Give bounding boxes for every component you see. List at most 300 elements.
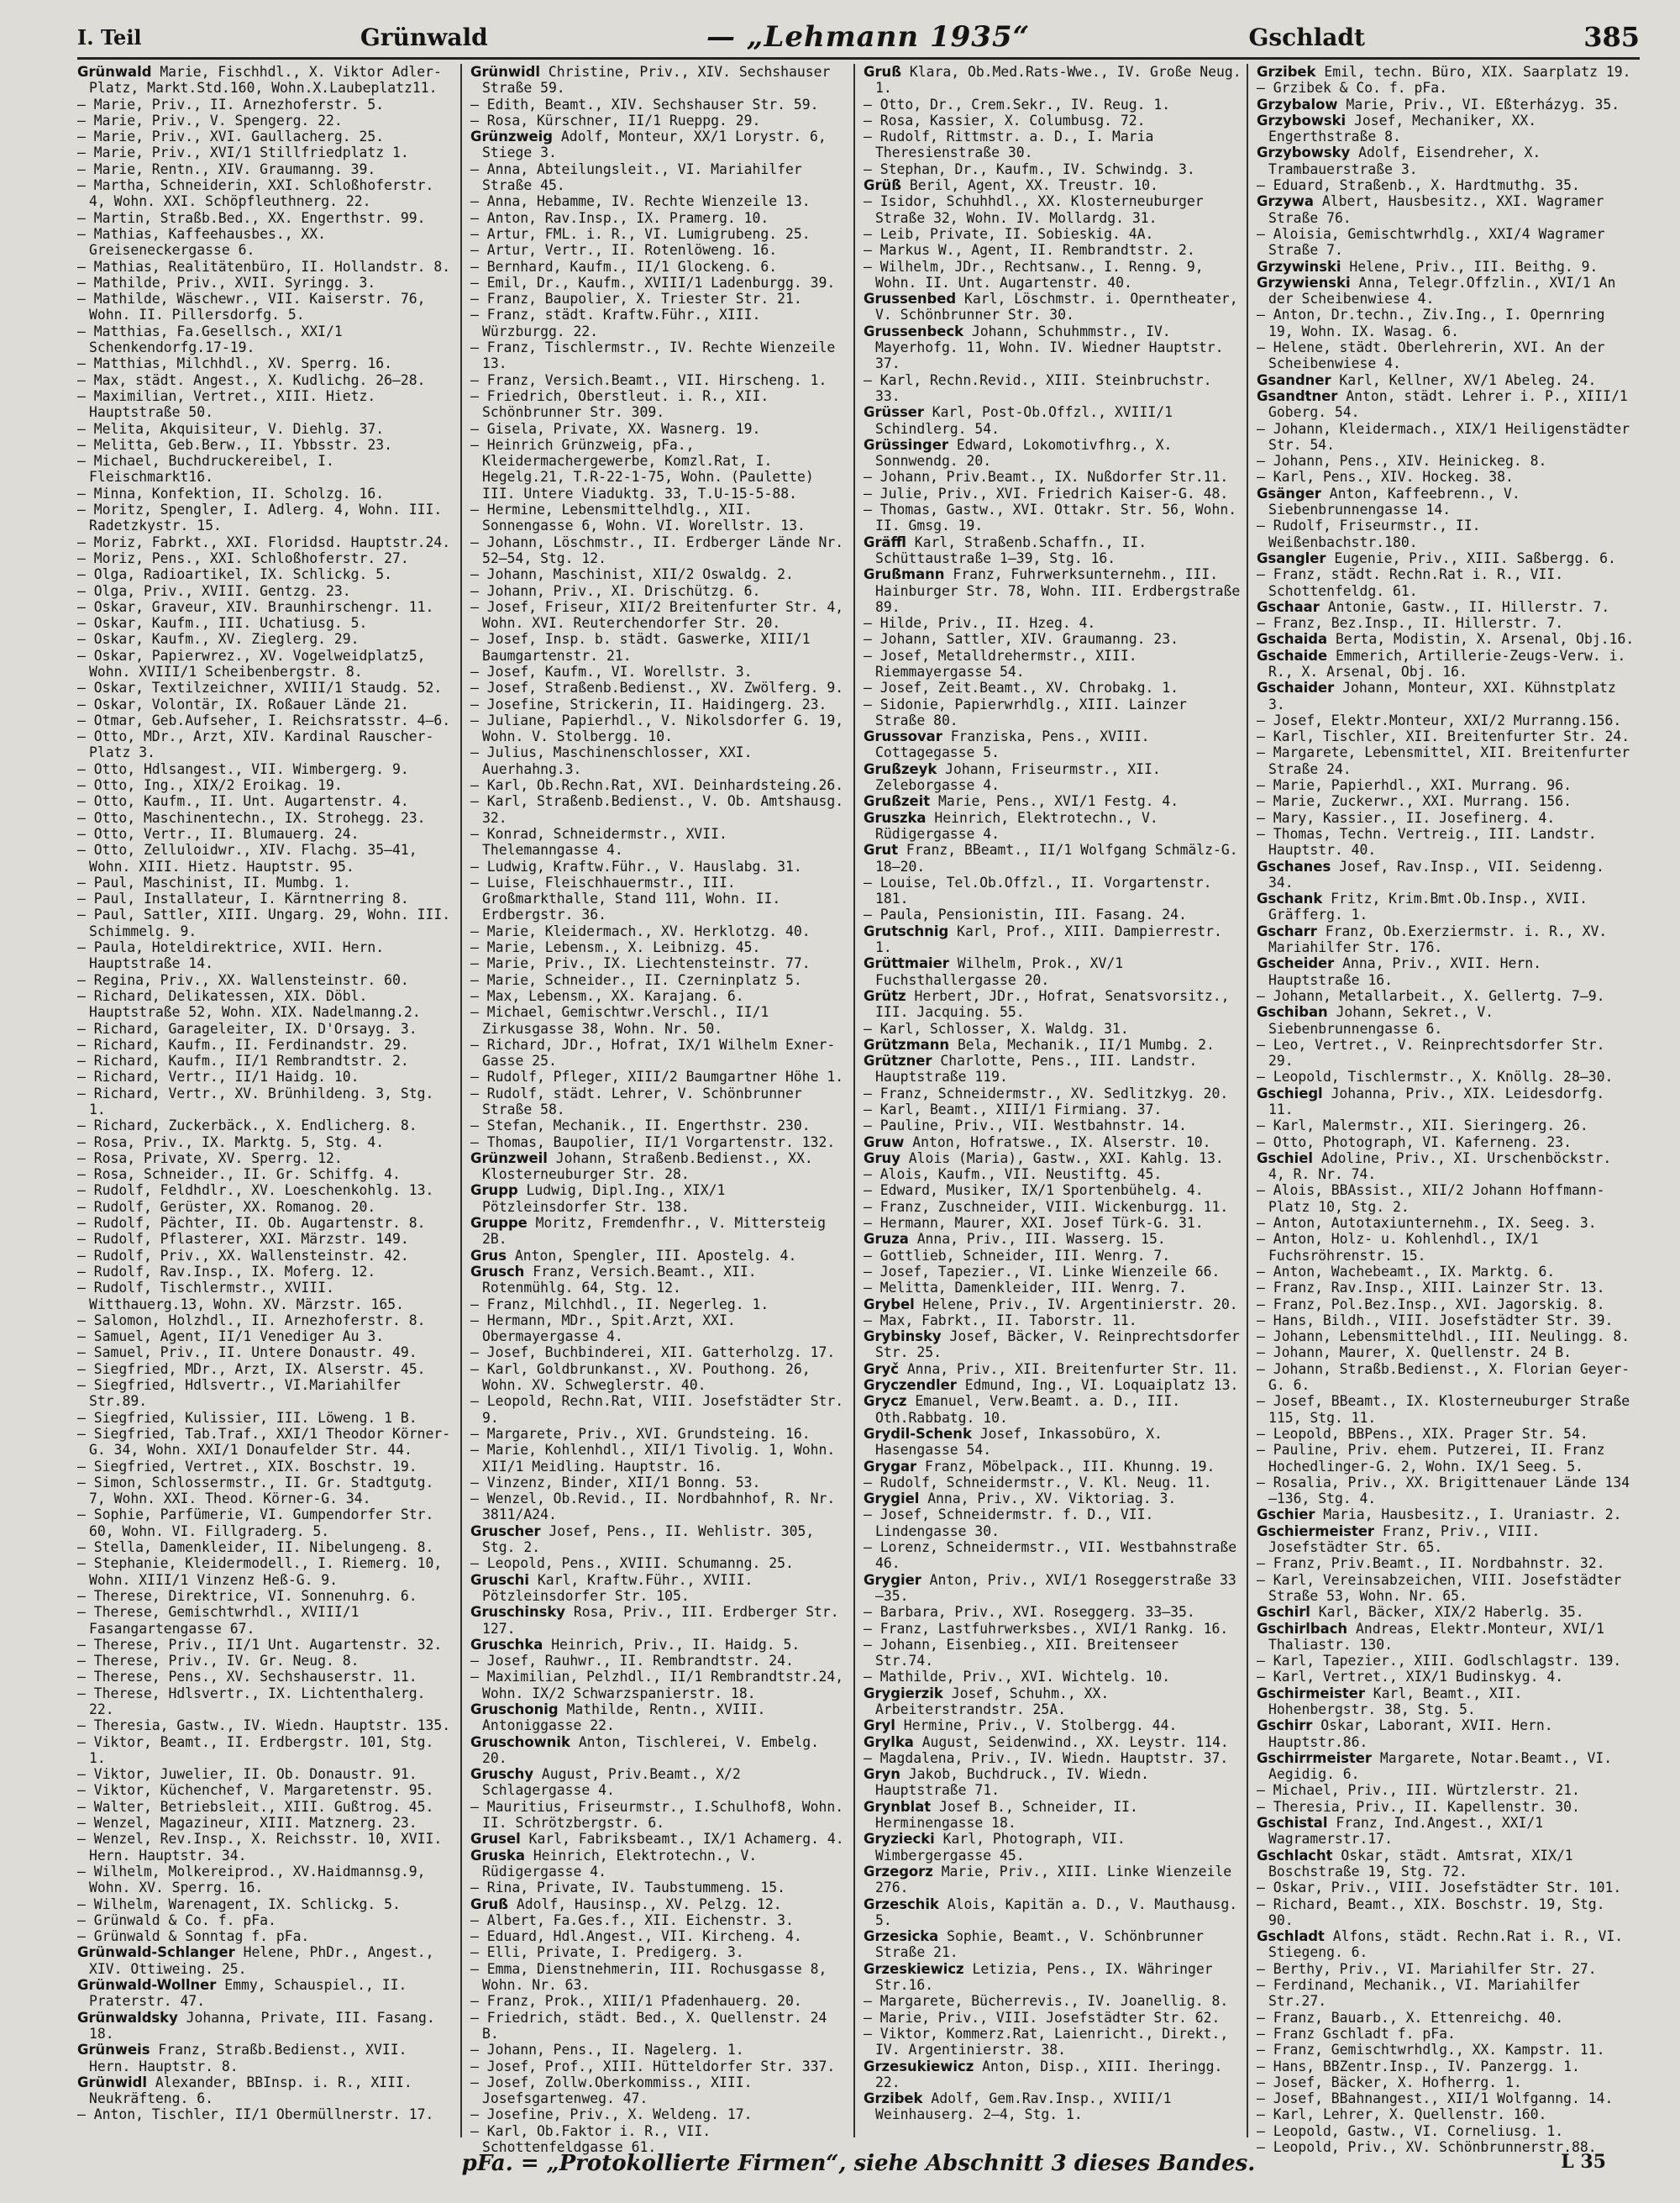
entry-text: Marie, Priv., VI. Eßterházyg. 35. (1346, 96, 1620, 113)
entry-surname: Gruw (864, 1133, 905, 1150)
entry-text: — Helene, städt. Oberlehrerin, XVI. An der Scheibenwiese 4. (1257, 339, 1605, 372)
directory-entry (864, 1928, 1242, 1961)
entry-text: — Walter, Betriebsleit., XIII. Gußtrog. 45. (77, 1798, 434, 1815)
directory-entry (1257, 2123, 1635, 2139)
entry-text: — Emil, Dr., Kaufm., XVIII/1 Ladenburgg. 39. (470, 274, 836, 291)
directory-entry (1257, 339, 1635, 372)
entry-text: — Therese, Gemischtwrhdl., XVIII/1 Fasangartengasse 67. (77, 1604, 360, 1637)
entry-text: — Julius, Maschinenschlosser, XXI. Auerhahng.3. (470, 744, 753, 777)
directory-entry (1257, 793, 1635, 809)
entry-text: Ludwig, Dipl.Ing., XIX/1 Pötzleinsdorfer Str. 138. (482, 1182, 726, 1215)
directory-entry (864, 534, 1242, 567)
entry-text: — Karl, Straßenb.Bedienst., V. Ob. Amtshausg. 32. (470, 793, 844, 826)
entry-text: — Edith, Beamt., XIV. Sechshauser Str. 59. (470, 96, 819, 113)
directory-entry (470, 1669, 848, 1701)
directory-entry (77, 388, 455, 421)
entry-text: — Franz, Tischlermstr., IV. Rechte Wienzeile 13. (470, 339, 836, 372)
directory-entry (1257, 859, 1635, 891)
directory-entry (1257, 744, 1635, 777)
entry-text: Anton, städt. Lehrer i. P., XIII/1 Goberg. 54. (1268, 387, 1628, 421)
entry-text: — Rosa, Priv., IX. Marktg. 5, Stg. 4. (77, 1133, 385, 1150)
entry-text: — Josefine, Priv., X. Weldeng. 17. (470, 2106, 753, 2123)
entry-text: — Therese, Direktrice, VI. Sonnenuhrg. 6. (77, 1587, 417, 1604)
entry-surname: Grut (864, 842, 899, 859)
directory-entry (1257, 955, 1635, 988)
entry-text: — Oskar, Priv., VIII. Josefstädter Str. 101. (1257, 1880, 1622, 1896)
directory-entry (77, 421, 455, 437)
directory-entry (1257, 1475, 1635, 1507)
entry-text: — Rosa, Private, XV. Sperrg. 12. (77, 1149, 343, 1166)
directory-entry (864, 1328, 1242, 1361)
entry-text: — Grünwald & Sonntag f. pFa. (77, 1928, 310, 1945)
directory-entry (77, 2106, 455, 2122)
directory-entry (470, 1604, 848, 1637)
directory-entry (470, 566, 848, 582)
entry-text: — Rudolf, Schneidermstr., V. Kl. Neug. 11. (864, 1474, 1212, 1491)
part-label: I. Teil (77, 24, 142, 50)
directory-entry (864, 1475, 1242, 1491)
directory-entry (864, 2090, 1242, 2123)
entry-text: — Rina, Private, IV. Taubstummeng. 15. (470, 1880, 785, 1896)
directory-entry (470, 1004, 848, 1037)
directory-entry (470, 2010, 848, 2043)
entry-text: — Josef, Prof., XIII. Hütteldorfer Str. 337. (470, 2058, 836, 2074)
entry-text: — Olga, Radioartikel, IX. Schlickg. 5. (77, 566, 392, 583)
entry-text: — Otto, MDr., Arzt, XIV. Kardinal Rauscher-Platz 3. (77, 728, 434, 761)
entry-text: — Richard, Vertr., XV. Brünhildeng. 3, Stg. 1. (77, 1085, 434, 1117)
directory-entry (77, 875, 455, 891)
directory-entry (77, 550, 455, 566)
directory-entry (77, 761, 455, 777)
directory-entry (77, 1344, 455, 1360)
directory-entry (77, 372, 455, 388)
entry-text: — Pauline, Priv. ehem. Putzerei, II. Franz Hochedlinger-G. 2, Wohn. IX/1 Seeg. 5. (1257, 1442, 1605, 1475)
entry-text: Marie, Priv., XIII. Linke Wienzeile 276. (875, 1863, 1232, 1896)
directory-entry (864, 648, 1242, 681)
entry-surname: Gsangler (1257, 549, 1326, 566)
directory-entry (1257, 1653, 1635, 1669)
directory-entry (1257, 1848, 1635, 1880)
column-4 (1257, 64, 1640, 2155)
entry-surname: Grzywa (1257, 193, 1314, 210)
directory-entry (77, 502, 455, 534)
directory-entry (1257, 1117, 1635, 1133)
entry-text: — Rudolf, Priv., XX. Wallensteinstr. 42. (77, 1247, 409, 1264)
entry-text: — Edward, Musiker, IX/1 Sportenbühelg. 4. (864, 1182, 1204, 1199)
entry-surname: Grzywinski (1257, 258, 1341, 275)
directory-entry (470, 210, 848, 226)
directory-entry (1257, 2106, 1635, 2122)
directory-entry (77, 1928, 455, 1944)
entry-text: — Leopold, Rechn.Rat, VIII. Josefstädter Str. 9. (470, 1393, 844, 1426)
entry-text: — Franz, Milchhdl., II. Negerleg. 1. (470, 1296, 769, 1312)
entry-text: Karl, Kellner, XV/1 Abeleg. 24. (1339, 371, 1597, 388)
entry-text: Josef, Bäcker, V. Reinprechtsdorfer Str. 25. (875, 1328, 1240, 1361)
directory-entry (77, 988, 455, 1021)
directory-entry (864, 1086, 1242, 1102)
entry-surname: Gruschi (470, 1571, 529, 1588)
entry-surname: Grylka (864, 1733, 914, 1750)
entry-text: — Josef, Zollw.Oberkommiss., XIII. Josefsgartenweg. 47. (470, 2074, 753, 2107)
entry-text: Johann, Schuhmmstr., IV. Mayerhofg. 11, Wohn. IV. Wiedner Hauptstr. 37. (875, 323, 1224, 372)
entry-text: — Rosa, Schneider., II. Gr. Schiffg. 4. (77, 1166, 401, 1183)
directory-entry (864, 1572, 1242, 1605)
entry-text: — Josef, Friseur, XII/2 Breitenfurter Str. 4, Wohn. XVI. Reuterchendorfer Str. 20. (470, 598, 844, 632)
entry-text: — Siegfried, Hdlsvertr., VI.Mariahilfer Str.89. (77, 1377, 401, 1410)
entry-text: — Franz, Priv.Beamt., II. Nordbahnstr. 32. (1257, 1555, 1605, 1572)
entry-text: — Hermine, Lebensmittelhdlg., XII. Sonnengasse 6, Wohn. VI. Worellstr. 13. (470, 502, 806, 534)
directory-entry (1257, 1134, 1635, 1150)
entry-text: — Oskar, Volontär, IX. Roßauer Lände 21. (77, 696, 409, 712)
entry-text: — Josef, Bäcker, X. Hofherrg. 1. (1257, 2074, 1522, 2090)
entry-surname: Grzibek (864, 2090, 923, 2107)
entry-text: — Aloisia, Gemischtwrhdlg., XXI/4 Wagramer Straße 7. (1257, 225, 1605, 259)
directory-entry (864, 697, 1242, 729)
directory-entry (77, 1280, 455, 1312)
entry-text: — Franz, Versich.Beamt., VII. Hirscheng. 1. (470, 371, 827, 388)
directory-entry (1257, 923, 1635, 956)
entry-text: — Hermann, MDr., Spit.Arzt, XXI. Obermayergasse 4. (470, 1312, 736, 1345)
directory-entry (1257, 486, 1635, 518)
entry-text: — Grünwald & Co. f. pFa. (77, 1911, 276, 1928)
entry-text: — Josef, Kaufm., VI. Worellstr. 3. (470, 663, 753, 680)
directory-entry (864, 291, 1242, 323)
entry-surname: Gruscher (470, 1522, 541, 1539)
entry-surname: Gschaide (1257, 647, 1328, 664)
directory-entry (470, 226, 848, 242)
entry-text: — Maximilian, Pelzhdl., II/1 Rembrandtstr.24, Wohn. IX/2 Schwarzspanierstr. 18. (470, 1669, 844, 1701)
directory-entry (1257, 388, 1635, 421)
entry-text: Karl, Löschmstr. i. Operntheater, V. Schönbrunner Str. 30. (875, 291, 1238, 323)
directory-entry (470, 1182, 848, 1215)
header-rule (77, 57, 1640, 60)
page-number: 385 (1583, 21, 1640, 53)
entry-text: — Karl, Tapezier., XIII. Godlschlagstr. 139. (1257, 1653, 1622, 1669)
directory-entry (470, 2106, 848, 2122)
entry-surname: Grzesukiewicz (864, 2058, 974, 2074)
entry-text: Marie, Fischhdl., X. Viktor Adler-Platz, Markt.Std.160, Wohn.X.Laubeplatz11. (89, 64, 442, 97)
entry-text: Karl, Bäcker, XIX/2 Haberlg. 35. (1318, 1604, 1584, 1621)
directory-entry (864, 1491, 1242, 1506)
directory-entry (864, 1150, 1242, 1166)
entry-text: Anton, Priv., XVI/1 Roseggerstraße 33—35. (875, 1571, 1236, 1604)
entry-text: Johanna, Private, III. Fasang. 18. (89, 2009, 435, 2042)
directory-entry (470, 1344, 848, 1360)
entry-text: — Marie, Kohlenhdl., XII/1 Tivolig. 1, Wohn. XII/1 Meidling. Hauptstr. 16. (470, 1442, 836, 1475)
directory-entry (470, 339, 848, 372)
entry-text: August, Priv.Beamt., X/2 Schlagergasse 4. (482, 1766, 741, 1799)
directory-entry (864, 1459, 1242, 1475)
entry-text: Helene, PhDr., Angest., XIV. Ottiweing. 25. (89, 1944, 434, 1977)
entry-text: — Johann, Sattler, XIV. Graumanng. 23. (864, 631, 1179, 648)
entry-surname: Gryč (864, 1360, 899, 1377)
entry-text: — Martha, Schneiderin, XXI. Schloßhoferstr. 4, Wohn. XXI. Schöpfleuthnerg. 22. (77, 177, 434, 210)
entry-text: — Karl, Tischler, XII. Breitenfurter Str. 24. (1257, 728, 1630, 745)
directory-entry (470, 1037, 848, 1070)
directory-entry (77, 97, 455, 113)
entry-surname: Grusch (470, 1263, 525, 1280)
directory-entry (864, 242, 1242, 258)
entry-text: — Oskar, Kaufm., XV. Zieglerg. 29. (77, 631, 360, 648)
entry-surname: Grus (470, 1247, 507, 1264)
entry-text: — Mary, Kassier., II. Josefinerg. 4. (1257, 809, 1556, 826)
directory-entry (77, 1896, 455, 1912)
directory-entry (470, 826, 848, 859)
directory-entry (470, 1831, 848, 1847)
directory-entry (470, 242, 848, 258)
directory-entry (1257, 1799, 1635, 1815)
directory-entry (77, 1312, 455, 1328)
directory-entry (470, 1896, 848, 1912)
entry-text: — Moriz, Fabrkt., XXI. Floridsd. Hauptstr.24. (77, 534, 451, 550)
entry-text: — Karl, Beamt., XIII/1 Firmiang. 37. (864, 1102, 1163, 1117)
entry-text: — Richard, Delikatessen, XIX. Döbl. Hauptstraße 52, Wohn. XIX. Nadelmanng.2. (77, 987, 421, 1021)
directory-entry (864, 1037, 1242, 1053)
directory-entry (470, 1848, 848, 1880)
directory-entry (864, 923, 1242, 956)
entry-text: — Josef, Tapezier., VI. Linke Wienzeile 66. (864, 1263, 1221, 1280)
entry-text: Franz, Priv., VIII. Josefstädter Str. 65. (1268, 1522, 1541, 1556)
entry-text: — Thomas, Gastw., XVI. Ottakr. Str. 56, Wohn. II. Gmsg. 19. (864, 502, 1237, 534)
directory-entry (864, 1621, 1242, 1637)
entry-text: — Gottlieb, Schneider, III. Wenrg. 7. (864, 1247, 1171, 1264)
directory-entry (864, 129, 1242, 161)
entry-text: — Anton, Tischler, II/1 Obermüllnerstr. 17. (77, 2106, 434, 2123)
entry-text: — Richard, Zuckerbäck., X. Endlicherg. 8. (77, 1117, 417, 1134)
entry-text: — Siegfried, MDr., Arzt, IX. Alserstr. 45. (77, 1360, 426, 1377)
directory-entry (77, 1506, 455, 1539)
directory-entry (1257, 1750, 1635, 1783)
entry-surname: Grussenbeck (864, 323, 963, 339)
directory-entry (1257, 810, 1635, 826)
entry-text: — Berthy, Priv., VI. Mariahilfer Str. 27. (1257, 1960, 1597, 1977)
entry-text: — Josef, Elektr.Monteur, XXI/2 Murranng.156. (1257, 712, 1622, 728)
directory-entry (1257, 2042, 1635, 2058)
entry-text: — Richard, Kaufm., II. Ferdinandstr. 29. (77, 1036, 409, 1053)
entry-text: — Johann, Priv.Beamt., IX. Nußdorfer Str.11. (864, 469, 1229, 486)
entry-text: — Hans, Bildh., VIII. Josefstädter Str. 39. (1257, 1312, 1614, 1328)
entry-text: Adoline, Priv., XI. Urschenböckstr. 4, R. Nr. 74. (1268, 1149, 1612, 1183)
directory-entry (1257, 80, 1635, 96)
entry-text: — Leopold, Gastw., VI. Corneliusg. 1. (1257, 2122, 1564, 2139)
directory-entry (1257, 566, 1635, 599)
entry-text: — Grzibek & Co. f. pFa. (1257, 80, 1447, 97)
directory-entry (470, 1150, 848, 1183)
entry-text: — Marie, Priv., IX. Liechtensteinstr. 77. (470, 955, 811, 972)
directory-entry (470, 1912, 848, 1928)
directory-entry (1257, 1977, 1635, 2010)
directory-entry (77, 1361, 455, 1377)
entry-text: Johann, Sekret., V. Siebenbrunnengasse 6. (1268, 1004, 1494, 1037)
directory-entry (1257, 275, 1635, 308)
directory-entry (470, 2042, 848, 2058)
directory-entry (864, 955, 1242, 988)
entry-text: — Marie, Papierhdl., XXI. Murrang. 96. (1257, 777, 1572, 794)
directory-entry (1257, 1215, 1635, 1231)
directory-entry (864, 177, 1242, 193)
directory-entry (77, 1182, 455, 1198)
directory-entry (77, 1653, 455, 1669)
entry-text: — Barbara, Priv., XVI. Roseggerg. 33—35. (864, 1604, 1195, 1621)
entry-text: — Franz, Lastfuhrwerksbes., XVI/1 Rankg. 16. (864, 1620, 1229, 1637)
entry-text: — Karl, Vereinsabzeichen, VIII. Josefstädter Straße 53, Wohn. Nr. 65. (1257, 1571, 1622, 1604)
directory-entry (77, 697, 455, 712)
column-1 (77, 64, 462, 2137)
entry-surname: Grünzweil (470, 1149, 548, 1166)
directory-entry (470, 1637, 848, 1653)
directory-entry (470, 1880, 848, 1895)
directory-entry (864, 1393, 1242, 1426)
entry-text: Josef, Mechaniker, XX. Engerthstraße 8. (1268, 112, 1537, 145)
entry-surname: Gschiegl (1257, 1085, 1323, 1102)
entry-text: Franziska, Pens., XVIII. Cottagegasse 5. (875, 728, 1150, 761)
directory-entry (470, 1523, 848, 1556)
entry-text: Franz, Möbelpack., III. Khunng. 19. (924, 1458, 1215, 1475)
entry-text: — Rosalia, Priv., XX. Brigittenauer Lände 134—136, Stg. 4. (1257, 1474, 1630, 1507)
entry-text: — Artur, FML. i. R., VI. Lumigrubeng. 25. (470, 225, 811, 242)
entry-text: — Rudolf, Rittmstr. a. D., I. Maria Theresienstraße 30. (864, 129, 1154, 161)
directory-entry (1257, 1621, 1635, 1654)
footer-code: L 35 (1561, 2151, 1606, 2173)
entry-text: Anton, Disp., XIII. Iheringg. 22. (875, 2058, 1223, 2090)
entry-text: — Margarete, Priv., XVI. Grundsteing. 16. (470, 1425, 811, 1442)
directory-entry (470, 372, 848, 388)
entry-text: — Therese, Priv., II/1 Unt. Augartenstr. 32. (77, 1636, 443, 1653)
directory-entry (77, 355, 455, 371)
entry-text: Franz, Fuhrwerksunternehm., III. Hainburger Str. 78, Wohn. III. Erdbergstraße 89. (875, 566, 1241, 615)
entry-text: — Moritz, Spengler, I. Adlerg. 4, Wohn. III. Radetzkystr. 15. (77, 502, 443, 534)
entry-text: Anna, Priv., XII. Breitenfurter Str. 11. (906, 1360, 1239, 1377)
entry-text: — Johann, Metallarbeit., X. Gellertg. 7—9. (1257, 987, 1605, 1004)
entry-text: — Paul, Installateur, I. Kärntnerring 8. (77, 891, 409, 907)
directory-entry (864, 486, 1242, 502)
entry-text: Karl, Prof., XIII. Dampierrestr. 1. (875, 923, 1222, 956)
directory-entry (864, 1669, 1242, 1685)
entry-surname: Grybel (864, 1296, 915, 1312)
entry-text: — Lorenz, Schneidermstr., VII. Westbahnstraße 46. (864, 1539, 1237, 1572)
directory-entry (77, 1215, 455, 1231)
directory-entry (470, 744, 848, 777)
directory-entry (1257, 891, 1635, 923)
directory-entry (864, 469, 1242, 485)
entry-text: — Stella, Damenkleider, II. Nibelungeng. 8. (77, 1539, 434, 1556)
directory-entry (77, 1815, 455, 1831)
directory-entry (1257, 1086, 1635, 1118)
entry-text: — Leopold, Priv., XV. Schönbrunnerstr.88. (1257, 2139, 1597, 2155)
entry-text: — Josef, Rauhwr., II. Rembrandtstr. 24. (470, 1653, 794, 1669)
directory-entry (864, 1021, 1242, 1037)
entry-text: Eugenie, Priv., XIII. Saßbergg. 6. (1334, 549, 1616, 566)
directory-entry (77, 1069, 455, 1085)
directory-entry (77, 1831, 455, 1864)
directory-entry (77, 1264, 455, 1280)
entry-text: — Mathilde, Priv., XVI. Wichtelg. 10. (864, 1669, 1171, 1685)
directory-entry (864, 1961, 1242, 1994)
entry-text: Edmund, Ing., VI. Loquaiplatz 13. (964, 1377, 1239, 1394)
directory-entry (1257, 2010, 1635, 2026)
entry-surname: Gruschy (470, 1766, 534, 1783)
entry-text: Anton, Hofratswe., IX. Alserstr. 10. (912, 1133, 1211, 1150)
directory-entry (470, 859, 848, 875)
entry-text: — Paula, Pensionistin, III. Fasang. 24. (864, 907, 1187, 923)
directory-entry (864, 1361, 1242, 1377)
directory-entry (1257, 1361, 1635, 1394)
entry-text: — Olga, Priv., XVIII. Gentzg. 23. (77, 582, 351, 599)
directory-entry (470, 97, 848, 113)
entry-text: — Franz Gschladt f. pFa. (1257, 2025, 1456, 2042)
directory-entry (470, 988, 848, 1004)
entry-text: — Alois, BBAssist., XII/2 Johann Hoffmann-Platz 10, Stg. 2. (1257, 1182, 1605, 1215)
directory-entry (77, 1604, 455, 1637)
entry-text: August, Seidenwind., XX. Leystr. 114. (921, 1733, 1229, 1750)
entry-text: — Josef, Zeit.Beamt., XV. Chrobakg. 1. (864, 680, 1179, 697)
directory-entry (470, 129, 848, 161)
directory-entry (1257, 226, 1635, 259)
directory-entry (77, 1377, 455, 1410)
entry-text: Johann, Monteur, XXI. Kühnstplatz 3. (1268, 680, 1616, 712)
entry-surname: Grzybalow (1257, 96, 1338, 113)
directory-entry (1257, 1685, 1635, 1718)
directory-entry (470, 534, 848, 567)
entry-text: — Karl, Malermstr., XII. Sieringerg. 26. (1257, 1117, 1588, 1134)
directory-entry (77, 1166, 455, 1182)
entry-surname: Grusel (470, 1831, 521, 1848)
directory-entry (77, 566, 455, 582)
entry-text: — Luise, Fleischhauermstr., III. Großmarkthalle, Stand 111, Wohn. II. Erdbergstr. 36. (470, 874, 781, 923)
directory-entry (470, 1117, 848, 1133)
directory-entry (864, 1717, 1242, 1733)
directory-entry (864, 761, 1242, 794)
entry-text: — Otto, Kaufm., II. Unt. Augartenstr. 4. (77, 793, 409, 810)
entry-text: — Johann, Pens., II. Nagelerg. 1. (470, 2042, 744, 2058)
entry-text: — Rudolf, Feldhdlr., XV. Loeschenkohlg. 13. (77, 1182, 434, 1199)
directory-entry (470, 1296, 848, 1312)
entry-text: — Karl, Vertret., XIX/1 Budinskyg. 4. (1257, 1669, 1564, 1685)
entry-text: — Mathilde, Wäschewr., VII. Kaiserstr. 76, Wohn. II. Pillersdorfg. 5. (77, 291, 426, 323)
directory-entry (77, 1782, 455, 1798)
entry-text: Josef, Pens., II. Wehlistr. 305, Stg. 2. (482, 1522, 815, 1556)
entry-text: — Mathilde, Priv., XVII. Syringg. 3. (77, 274, 376, 291)
entry-text: — Mauritius, Friseurmstr., I.Schulhof8, Wohn. II. Schrötzbergstr. 6. (470, 1798, 844, 1832)
entry-surname: Grzibek (1257, 64, 1316, 80)
directory-entry (77, 631, 455, 647)
directory-entry (864, 1377, 1242, 1393)
directory-entry (470, 599, 848, 632)
directory-entry (470, 1069, 848, 1085)
directory-entry (77, 712, 455, 728)
directory-entry (470, 1264, 848, 1296)
directory-entry (77, 1669, 455, 1685)
directory-entry (864, 988, 1242, 1021)
entry-text: — Franz, Pol.Bez.Insp., XVI. Jagorskig. 8. (1257, 1296, 1605, 1312)
entry-text: — Theresia, Priv., II. Kapellenstr. 30. (1257, 1798, 1580, 1815)
entry-surname: Grützner (864, 1053, 932, 1070)
directory-entry (77, 1555, 455, 1588)
entry-text: Margarete, Notar.Beamt., VI. Aegidig. 6. (1268, 1749, 1613, 1783)
directory-entry (864, 1426, 1242, 1459)
directory-entry (1257, 259, 1635, 275)
entry-text: Hermine, Priv., V. Stolbergg. 44. (903, 1717, 1178, 1734)
entry-text: — Marie, Priv., II. Arnezhoferstr. 5. (77, 96, 385, 113)
directory-entry (1257, 1717, 1635, 1750)
entry-text: — Maximilian, Vertret., XIII. Hietz. Hauptstraße 50. (77, 387, 376, 421)
entry-text: Helene, Priv., III. Beithg. 9. (1349, 258, 1599, 275)
entry-surname: Grzegorz (864, 1863, 933, 1880)
directory-entry (77, 161, 455, 177)
entry-text: — Eduard, Straßenb., X. Hardtmuthg. 35. (1257, 177, 1580, 194)
entry-text: — Minna, Konfektion, II. Scholzg. 16. (77, 485, 385, 502)
entry-text: — Viktor, Juwelier, II. Ob. Donaustr. 91. (77, 1766, 417, 1783)
